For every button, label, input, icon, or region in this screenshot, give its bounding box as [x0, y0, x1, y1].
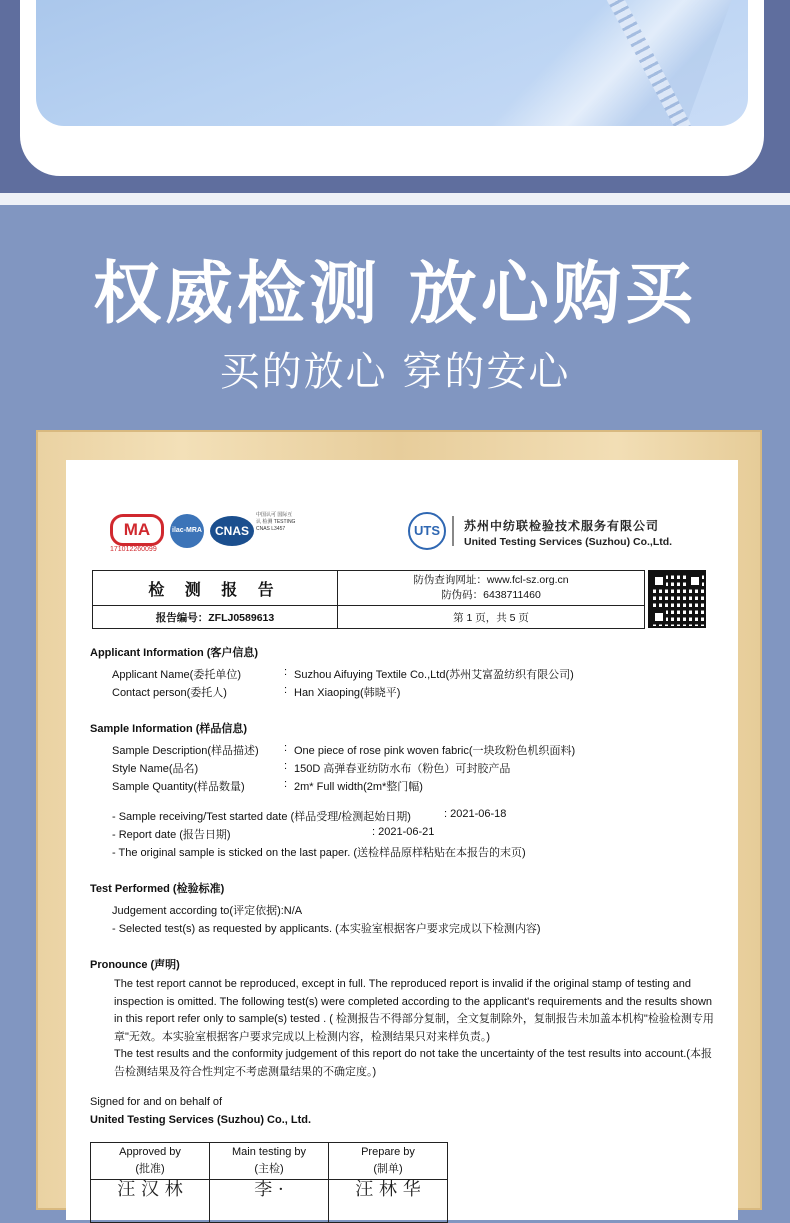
signature-table [90, 1142, 448, 1223]
report-header-table [92, 570, 645, 629]
contact-value: Han Xiaoping(韩晓平) [294, 687, 401, 699]
colon: : [284, 684, 288, 696]
colon: : [284, 742, 288, 754]
applicant-name-label: Applicant Name(委托单位) [112, 669, 241, 681]
prepare-by-cn: (制单) [373, 1163, 403, 1175]
approved-by-label: Approved by [119, 1146, 181, 1158]
report-date-label: - Report date (报告日期) [112, 829, 231, 841]
selected-tests-line: - Selected test(s) as requested by applicants. (本实验室根据客户要求完成以下检测内容) [112, 923, 541, 935]
qr-code [648, 570, 706, 628]
approved-by-cell [91, 1143, 210, 1180]
uts-logo: UTS [408, 512, 446, 550]
cma-number: 171012260099 [110, 546, 157, 553]
colon: : [284, 778, 288, 790]
anti-fake-code: 防伪码：6438711460 [441, 589, 541, 601]
report-title: 检 测 报 告 [93, 571, 338, 606]
main-testing-signature: 李 · [210, 1180, 329, 1223]
receiving-date-value: : 2021-06-18 [444, 808, 507, 820]
report-date-value: : 2021-06-21 [372, 826, 435, 838]
product-card [20, 0, 764, 176]
sample-desc-value: One piece of rose pink woven fabric(一块玫粉色机织面料) [294, 745, 576, 757]
original-sample-note: - The original sample is sticked on the last paper. (送检样品原样粘贴在本报告的末页) [112, 847, 526, 859]
anti-fake-cell [338, 571, 645, 606]
prepare-by-cell [329, 1143, 448, 1180]
test-report [66, 460, 738, 1220]
section-divider [0, 193, 790, 205]
org-name-en: United Testing Services (Suzhou) Co.,Ltd. [464, 536, 673, 548]
fabric-photo [36, 0, 748, 126]
colon: : [284, 666, 288, 678]
sample-qty-label: Sample Quantity(样品数量) [112, 781, 245, 793]
style-name-value: 150D 高弹春亚纺防水布（粉色）可封胶产品 [294, 763, 511, 775]
cnas-logo: CNAS [210, 516, 254, 546]
sample-qty-value: 2m* Full width(2m*整门幅) [294, 781, 423, 793]
prepare-by-label: Prepare by [361, 1146, 415, 1158]
receiving-date-label: - Sample receiving/Test started date (样品受理/检测起始日期) [112, 811, 411, 823]
main-testing-cn: (主检) [254, 1163, 284, 1175]
certificate-frame [36, 430, 762, 1210]
signed-behalf: Signed for and on behalf of [90, 1096, 223, 1108]
pronounce-paragraph-2: The test results and the conformity judgement of this report do not take the uncertainty of the test results into account.(本报告检测结果及符合性判定不考虑测量结果的不确定度。) [114, 1048, 712, 1078]
report-number: 报告编号：ZFLJ0589613 [93, 606, 338, 629]
prepare-signature: 汪 林 华 [329, 1180, 448, 1223]
approved-by-cn: (批准) [135, 1163, 165, 1175]
top-band [0, 0, 790, 193]
pronounce-heading: Pronounce (声明) [90, 959, 180, 971]
signed-org: United Testing Services (Suzhou) Co., Ltd. [90, 1114, 312, 1126]
test-heading: Test Performed (检验标准) [90, 883, 225, 895]
subheadline: 买的放心 穿的安心 [219, 349, 571, 395]
colon: : [284, 760, 288, 772]
pronounce-paragraph-1: The test report cannot be reproduced, except in full. The reproduced report is invalid if the original stamp of testing and inspection is omitted. The following test(s) were completed according to the applicant's requirements and the results shown in this report refer only to sample(s) tested . ( 检测报告不得部分复制，全文复制除外，复制报告未加盖本机构"检验检测专用章"无效。本实验室根据客户要求完成以上检测内容，检测结果只对来样负责。) [114, 978, 714, 1043]
fabric-fold [473, 0, 742, 126]
main-testing-label: Main testing by [232, 1146, 306, 1158]
applicant-heading: Applicant Information (客户信息) [90, 647, 259, 659]
sample-heading: Sample Information (样品信息) [90, 723, 248, 735]
ilac-mra-logo: ilac-MRA [170, 514, 204, 548]
cma-logo: MA [110, 514, 164, 546]
page-indicator: 第 1 页，共 5 页 [338, 606, 645, 629]
logo-divider [452, 516, 454, 546]
headline: 权威检测 放心购买 [93, 255, 697, 334]
cnas-note: 中国认可 国际互认 检测 TESTING CNAS L3457 [256, 512, 296, 532]
approved-signature: 汪 汉 林 [91, 1180, 210, 1223]
org-name-cn: 苏州中纺联检验技术服务有限公司 [464, 519, 660, 533]
sample-desc-label: Sample Description(样品描述) [112, 745, 259, 757]
style-name-label: Style Name(品名) [112, 763, 199, 775]
judgement-line: Judgement according to(评定依据):N/A [112, 905, 303, 917]
applicant-name-value: Suzhou Aifuying Textile Co.,Ltd(苏州艾富盈纺织有限公司) [294, 669, 574, 681]
main-testing-cell [210, 1143, 329, 1180]
contact-label: Contact person(委托人) [112, 687, 227, 699]
anti-fake-url: 防伪查询网址：www.fcl-sz.org.cn [413, 574, 569, 586]
